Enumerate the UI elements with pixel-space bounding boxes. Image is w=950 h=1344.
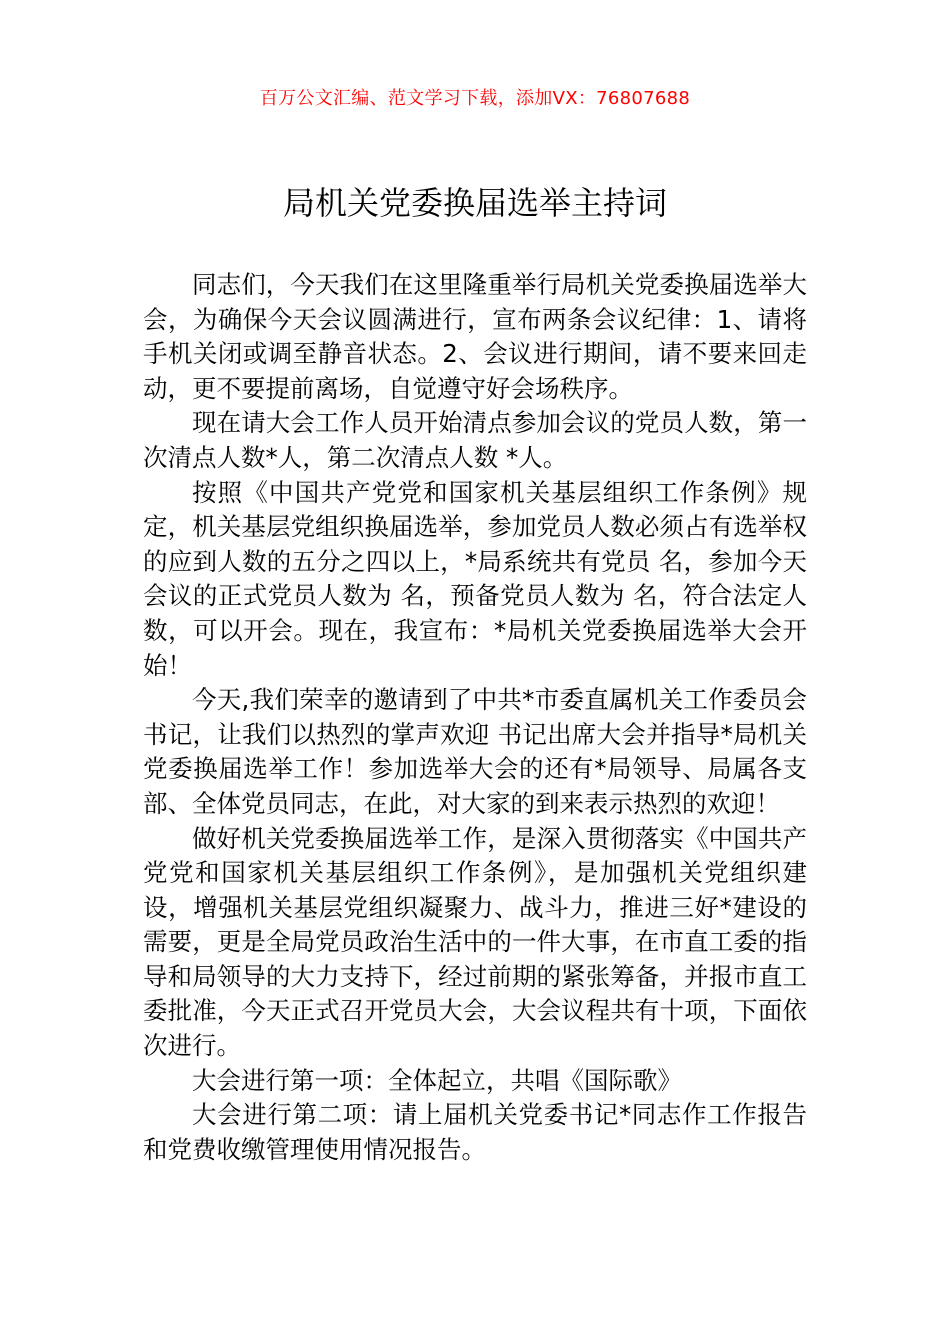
paragraph: 大会进行第二项：请上届机关党委书记*同志作工作报告和党费收缴管理使用情况报告。: [143, 1100, 807, 1164]
paragraph: 做好机关党委换届选举工作，是深入贯彻落实《中国共产党党和国家机关基层组织工作条例》，是加强机关党组织建设，增强机关基层党组织凝聚力、战斗力，推进三好*建设的需要，更是全局党员政治生活中的一件大事，在市直工委的指导和局领导的大力支持下，经过前期的紧张筹备，并报市直工委批准，今天正式召开党员大会，大会议程共有十项，下面依次进行。: [143, 823, 807, 1061]
paragraph: 大会进行第一项：全体起立，共唱《国际歌》: [192, 1065, 682, 1095]
document-body: [143, 268, 807, 1167]
paragraph: 同志们，今天我们在这里隆重举行局机关党委换届选举大会，为确保今天会议圆满进行，宣布两条会议纪律：1、请将手机关闭或调至静音状态。2、会议进行期间，请不要来回走动，更不要提前离场，自觉遵守好会场秩序。: [143, 270, 807, 403]
paragraph: 现在请大会工作人员开始清点参加会议的党员人数，第一次清点人数*人，第二次清点人数 *人。: [143, 408, 807, 472]
paragraph: 今天,我们荣幸的邀请到了中共*市委直属机关工作委员会 书记，让我们以热烈的掌声欢迎 书记出席大会并指导*局机关党委换届选举工作！参加选举大会的还有*局领导、局属各支部、全体党员同志，在此，对大家的到来表示热烈的欢迎！: [143, 685, 807, 818]
header-note: 百万公文汇编、范文学习下载，添加VX：76807688: [259, 88, 691, 109]
paragraph: 按照《中国共产党党和国家机关基层组织工作条例》规定，机关基层党组织换届选举，参加党员人数必须占有选举权的应到人数的五分之四以上，*局系统共有党员 名，参加今天会议的正式党员人数为 名，预备党员人数为 名，符合法定人数，可以开会。现在，我宣布：*局机关党委换届选举大会开始！: [143, 477, 807, 680]
document-title: 局机关党委换届选举主持词: [282, 184, 667, 222]
